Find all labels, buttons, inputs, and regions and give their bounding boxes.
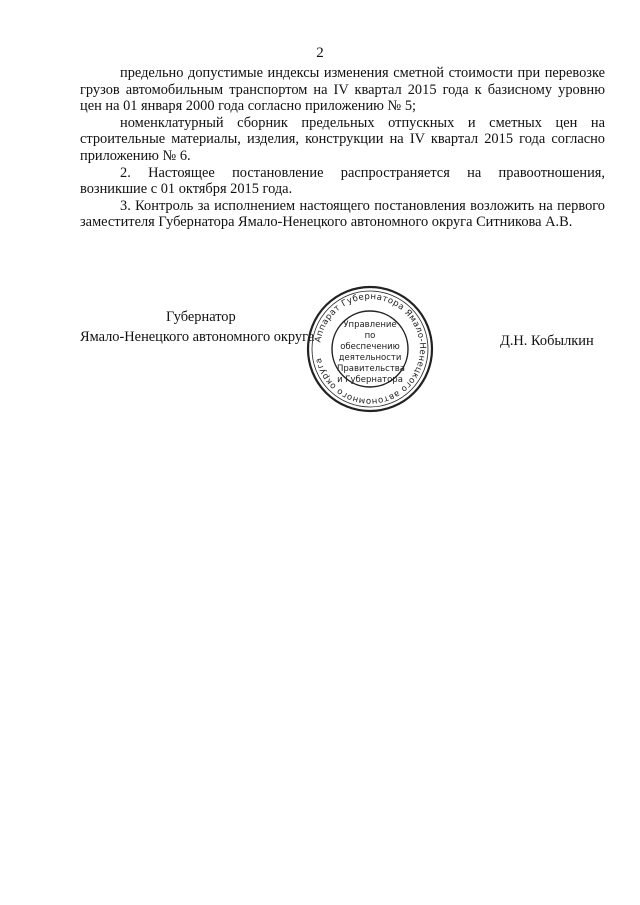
paragraph-effective-date: 2. Настоящее постановление распространяется на правоотношения, возникшие с 01 октября 2015 года.	[80, 164, 605, 198]
paragraph-control: 3. Контроль за исполнением настоящего постановления возложить на первого заместителя Губернатора Ямало-Ненецкого автономного округа Ситникова А.В.	[80, 197, 605, 231]
official-seal	[305, 284, 435, 414]
signatory-position: Губернатор	[166, 309, 236, 325]
seal-inner-text: Управление по обеспечению деятельности Правительства и Губернатора	[337, 320, 405, 385]
signatory-name: Д.Н. Кобылкин	[500, 333, 594, 349]
paragraph-price-catalog: номенклатурный сборник предельных отпускных и сметных цен на строительные материалы, изделия, конструкции на IV квартал 2015 года согласно приложению № 6.	[80, 114, 605, 164]
page-number: 2	[316, 45, 324, 61]
seal-ring-text: Аппарат Губернатора Ямало-Ненецкого автономного округа	[313, 291, 428, 407]
signatory-organization: Ямало-Ненецкого автономного округа	[80, 329, 315, 345]
paragraph-price-index: предельно допустимые индексы изменения сметной стоимости при перевозке грузов автомобильным транспортом на IV квартал 2015 года к базисному уровню цен на 01 января 2000 года согласно приложению № 5;	[80, 65, 605, 115]
document-body	[80, 65, 605, 231]
